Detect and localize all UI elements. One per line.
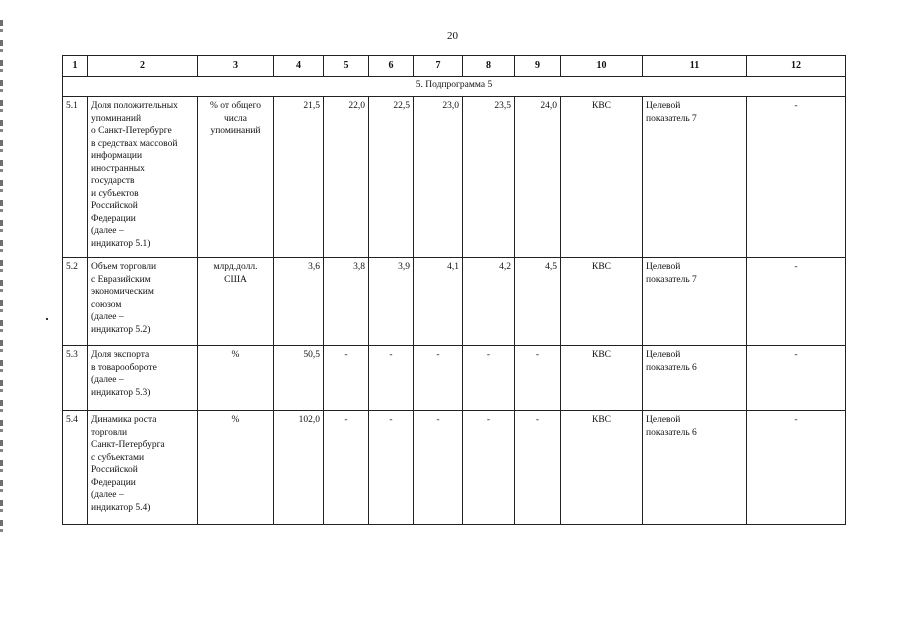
target-indicator: Целевой показатель 6 <box>643 346 747 411</box>
value-col-4: 3,6 <box>274 258 324 346</box>
value-col-8: 4,2 <box>463 258 515 346</box>
value-col-6: 3,9 <box>369 258 414 346</box>
column-header: 11 <box>643 56 747 77</box>
scan-edge-artifact <box>0 20 3 540</box>
value-col-9: - <box>515 411 561 525</box>
note: - <box>747 346 846 411</box>
responsible: КВС <box>561 97 643 258</box>
responsible: КВС <box>561 346 643 411</box>
value-col-6: - <box>369 346 414 411</box>
responsible: КВС <box>561 258 643 346</box>
value-col-4: 21,5 <box>274 97 324 258</box>
value-col-9: 24,0 <box>515 97 561 258</box>
column-header: 7 <box>414 56 463 77</box>
value-col-4: 50,5 <box>274 346 324 411</box>
value-col-5: 22,0 <box>324 97 369 258</box>
unit: % <box>198 346 274 411</box>
indicator-name: Доля экспорта в товарообороте (далее – индикатор 5.3) <box>88 346 198 411</box>
unit: млрд.долл. США <box>198 258 274 346</box>
value-col-6: - <box>369 411 414 525</box>
column-header: 3 <box>198 56 274 77</box>
row-number: 5.2 <box>63 258 88 346</box>
value-col-7: 23,0 <box>414 97 463 258</box>
unit: % от общего числа упоминаний <box>198 97 274 258</box>
value-col-8: - <box>463 346 515 411</box>
column-header: 6 <box>369 56 414 77</box>
value-col-4: 102,0 <box>274 411 324 525</box>
column-header: 5 <box>324 56 369 77</box>
value-col-9: 4,5 <box>515 258 561 346</box>
column-header: 4 <box>274 56 324 77</box>
table-row <box>63 411 846 525</box>
column-header: 8 <box>463 56 515 77</box>
value-col-7: 4,1 <box>414 258 463 346</box>
column-header: 9 <box>515 56 561 77</box>
column-number-header-row <box>63 56 846 77</box>
indicators-table <box>62 55 846 525</box>
note: - <box>747 97 846 258</box>
indicator-name: Динамика роста торговли Санкт-Петербурга с субъектами Российской Федерации (далее – индикатор 5.4) <box>88 411 198 525</box>
value-col-8: - <box>463 411 515 525</box>
value-col-6: 22,5 <box>369 97 414 258</box>
row-number: 5.4 <box>63 411 88 525</box>
column-header: 2 <box>88 56 198 77</box>
column-header: 10 <box>561 56 643 77</box>
value-col-5: - <box>324 346 369 411</box>
table-row <box>63 346 846 411</box>
note: - <box>747 258 846 346</box>
section-row <box>63 77 846 97</box>
value-col-9: - <box>515 346 561 411</box>
table-row <box>63 258 846 346</box>
row-number: 5.1 <box>63 97 88 258</box>
row-number: 5.3 <box>63 346 88 411</box>
table-row <box>63 97 846 258</box>
value-col-5: - <box>324 411 369 525</box>
value-col-7: - <box>414 346 463 411</box>
value-col-5: 3,8 <box>324 258 369 346</box>
unit: % <box>198 411 274 525</box>
target-indicator: Целевой показатель 7 <box>643 258 747 346</box>
scan-dot-artifact <box>46 318 48 320</box>
indicator-name: Доля положительных упоминаний о Санкт-Петербурге в средствах массовой информации иностранных государств и субъектов Российской Федерации (далее – индикатор 5.1) <box>88 97 198 258</box>
value-col-7: - <box>414 411 463 525</box>
page-number: 20 <box>447 30 458 42</box>
responsible: КВС <box>561 411 643 525</box>
note: - <box>747 411 846 525</box>
section-title: 5. Подпрограмма 5 <box>63 77 846 97</box>
target-indicator: Целевой показатель 7 <box>643 97 747 258</box>
indicator-name: Объем торговли с Евразийским экономическим союзом (далее – индикатор 5.2) <box>88 258 198 346</box>
column-header: 12 <box>747 56 846 77</box>
target-indicator: Целевой показатель 6 <box>643 411 747 525</box>
value-col-8: 23,5 <box>463 97 515 258</box>
column-header: 1 <box>63 56 88 77</box>
